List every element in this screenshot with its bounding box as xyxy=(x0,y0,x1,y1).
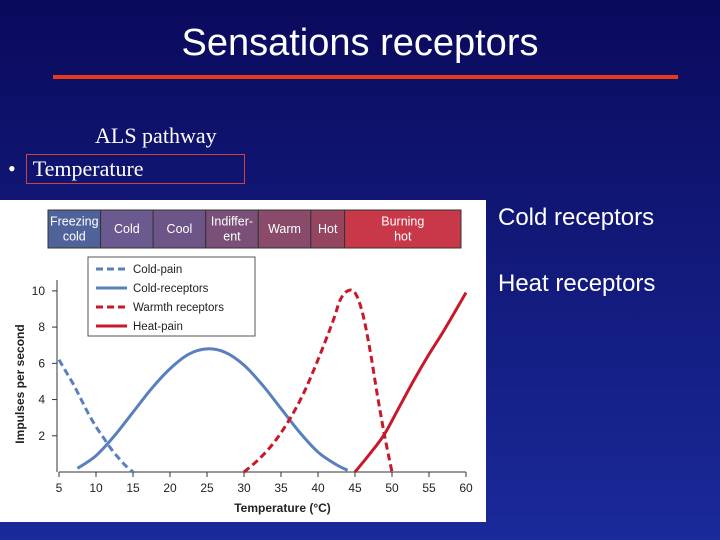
x-axis-title: Temperature (°C) xyxy=(234,501,331,515)
bullet-temperature: Temperature xyxy=(26,154,245,184)
band-label-burning-hot: Burning hot xyxy=(381,214,425,244)
slide-title: Sensations receptors xyxy=(181,22,539,64)
legend-label-warmth-receptors: Warmth receptors xyxy=(133,302,224,314)
band-label-indiffer-ent: Indiffer-ent xyxy=(210,214,254,244)
y-axis-title: Impulses per second xyxy=(13,324,27,444)
band-label-cool: Cool xyxy=(166,222,193,236)
series-line-cold-receptors xyxy=(78,349,348,470)
bullet-row xyxy=(8,152,245,186)
x-tick-label-30: 30 xyxy=(237,481,251,495)
y-tick-label-8: 8 xyxy=(38,320,45,335)
band-label-freezing-cold: Freezing cold xyxy=(49,214,99,244)
x-tick-label-15: 15 xyxy=(126,481,140,495)
legend-label-cold-pain: Cold-pain xyxy=(133,264,183,276)
x-tick-label-45: 45 xyxy=(348,481,362,495)
y-tick-label-6: 6 xyxy=(38,356,45,371)
legend-label-cold-receptors: Cold-receptors xyxy=(133,283,209,295)
y-tick-label-10: 10 xyxy=(31,283,45,298)
chart-panel xyxy=(0,200,486,522)
bullet-glyph: • xyxy=(8,156,16,181)
band-label-cold: Cold xyxy=(113,222,140,236)
series-line-warmth-receptors xyxy=(244,290,392,472)
x-tick-label-20: 20 xyxy=(163,481,177,495)
title-underline xyxy=(53,75,678,79)
subhead: ALS pathway xyxy=(95,123,217,148)
series-line-heat-pain xyxy=(355,293,466,472)
band-label-hot: Hot xyxy=(317,222,338,236)
y-tick-label-2: 2 xyxy=(38,428,45,443)
y-tick-label-4: 4 xyxy=(38,392,45,407)
x-tick-label-25: 25 xyxy=(200,481,214,495)
x-tick-label-40: 40 xyxy=(311,481,325,495)
x-tick-label-10: 10 xyxy=(89,481,103,495)
x-tick-label-5: 5 xyxy=(55,481,63,495)
temperature-chart xyxy=(0,200,486,522)
band-label-warm: Warm xyxy=(268,222,301,236)
x-tick-label-55: 55 xyxy=(422,481,436,495)
legend-label-heat-pain: Heat-pain xyxy=(133,321,183,333)
side-label-heat-receptors: Heat receptors xyxy=(498,270,656,297)
x-tick-label-60: 60 xyxy=(459,481,473,495)
x-tick-label-35: 35 xyxy=(274,481,288,495)
side-label-cold-receptors: Cold receptors xyxy=(498,204,655,231)
x-tick-label-50: 50 xyxy=(385,481,399,495)
